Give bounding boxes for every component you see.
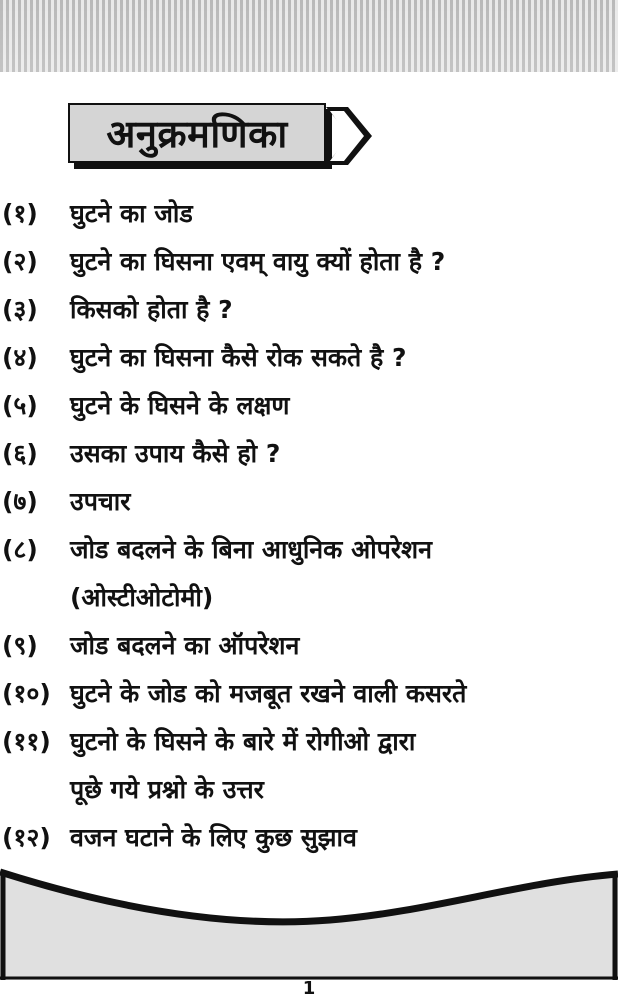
list-item (0, 238, 618, 286)
item-text: उसका उपाय कैसे हो ? (70, 439, 281, 468)
title-banner (68, 103, 378, 168)
item-text-continued: (ओस्टीओटोमी) (70, 583, 214, 612)
chevron-right-icon (326, 103, 380, 169)
item-number: (१२) (2, 823, 51, 852)
page-number: 1 (302, 978, 316, 999)
item-text: घुटने के जोड को मजबूत रखने वाली कसरते (70, 679, 467, 708)
list-item (0, 814, 618, 862)
list-item (0, 430, 618, 478)
item-number: (६) (2, 439, 38, 468)
item-number: (११) (2, 727, 51, 756)
item-number: (९) (2, 631, 38, 660)
list-item (0, 190, 618, 238)
table-of-contents (0, 190, 618, 862)
item-text: जोड बदलने का ऑपरेशन (70, 631, 300, 660)
item-number: (२) (2, 247, 38, 276)
item-text: घुटने का जोड (70, 199, 193, 228)
item-text: घुटने के घिसने के लक्षण (70, 391, 290, 420)
item-number: (७) (2, 487, 38, 516)
list-item (0, 478, 618, 526)
list-item (0, 670, 618, 718)
list-item (0, 382, 618, 430)
item-number: (१०) (2, 679, 51, 708)
item-number: (५) (2, 391, 38, 420)
item-text-continued: पूछे गये प्रश्नो के उत्तर (70, 775, 264, 804)
item-text: उपचार (70, 487, 131, 516)
list-item (0, 622, 618, 670)
list-item (0, 334, 618, 382)
item-text: किसको होता है ? (70, 295, 233, 324)
item-number: (१) (2, 199, 38, 228)
list-item (0, 718, 618, 814)
item-text: जोड बदलने के बिना आधुनिक ओपरेशन (70, 535, 432, 564)
page-title: अनुक्रमणिका (106, 112, 288, 156)
item-number: (४) (2, 343, 38, 372)
list-item (0, 526, 618, 622)
decorative-top-band (0, 0, 618, 72)
item-text: घुटने का घिसना एवम् वायु क्यों होता है ? (70, 247, 446, 276)
list-item (0, 286, 618, 334)
item-number: (८) (2, 535, 38, 564)
decorative-wave (0, 860, 618, 980)
item-text: वजन घटाने के लिए कुछ सुझाव (70, 823, 357, 852)
item-number: (३) (2, 295, 38, 324)
title-box (68, 103, 326, 163)
item-text: घुटनो के घिसने के बारे में रोगीओ द्वारा (70, 727, 416, 756)
item-text: घुटने का घिसना कैसे रोक सकते है ? (70, 343, 407, 372)
